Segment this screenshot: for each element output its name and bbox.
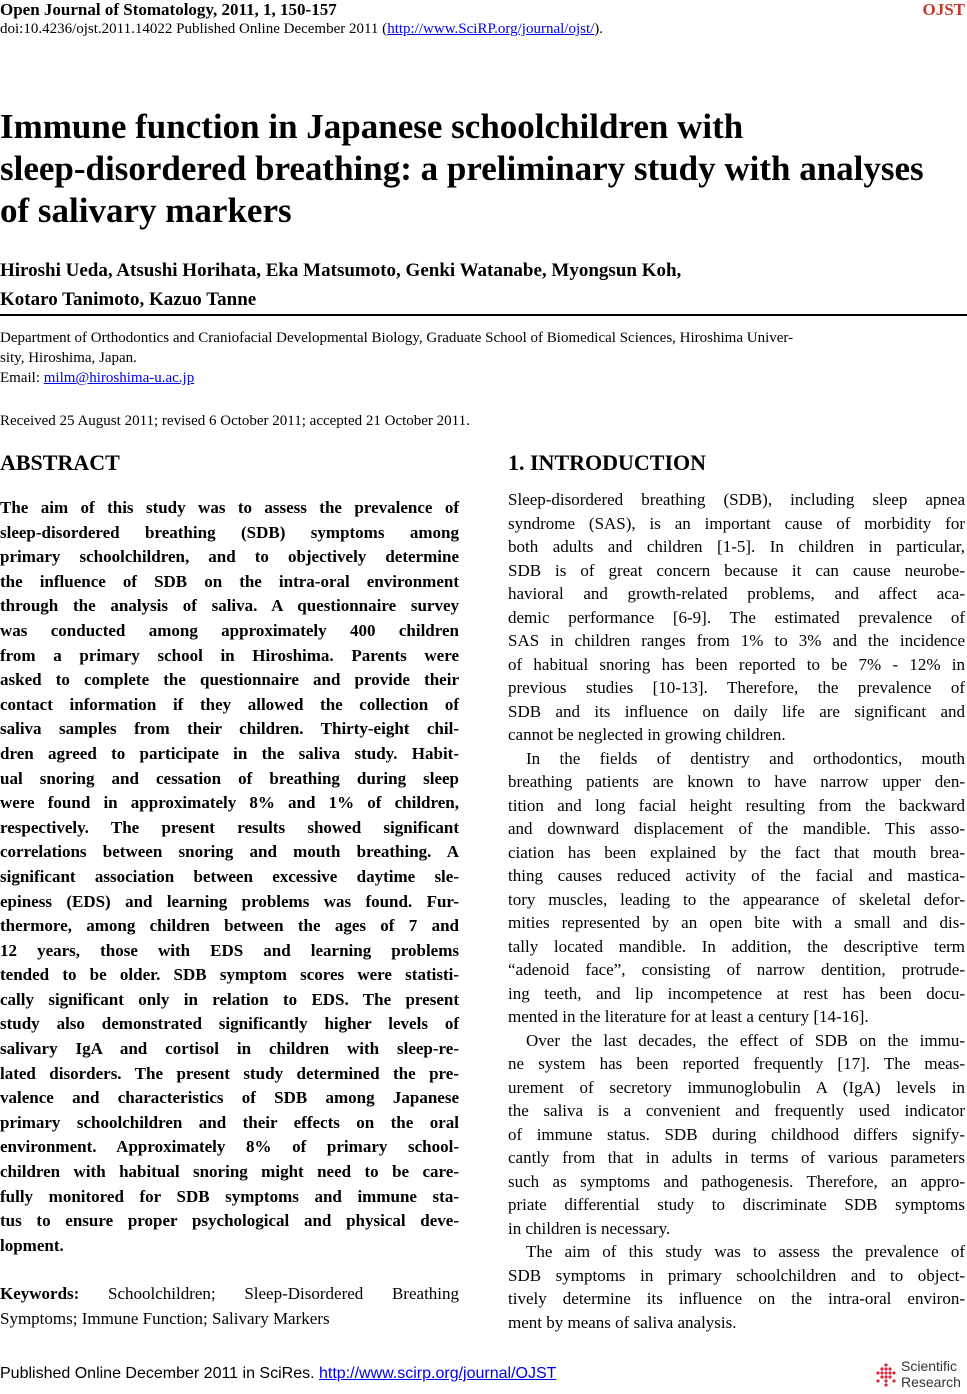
doi-text: doi:10.4236/ojst.2011.14022 Published Online December 2011 ( (0, 21, 388, 37)
keywords-text: Schoolchildren; Sleep-Disordered Breathing (108, 1284, 460, 1304)
title-line: of salivary markers (0, 191, 292, 230)
abstract-line: through the analysis of saliva. A questionnaire survey (0, 596, 459, 616)
journal-url-link[interactable]: http://www.SciRP.org/journal/ojst/ (387, 21, 595, 37)
abstract-line: tus to ensure proper psychological and physical deve- (0, 1211, 459, 1231)
footer-text: Published Online December 2011 in SciRes. (0, 1365, 319, 1382)
introduction-heading: 1. INTRODUCTION (508, 450, 707, 475)
title-line: Immune function in Japanese schoolchildren with (0, 107, 744, 146)
logo-dot (880, 1371, 883, 1374)
logo-dot (884, 1379, 887, 1382)
abstract-line: lopment. (0, 1235, 64, 1255)
abstract-line: study also demonstrated significantly higher levels of (0, 1014, 459, 1034)
abstract-line: from a primary school in Hiroshima. Parents were (0, 645, 459, 665)
logo-dot (876, 1379, 879, 1382)
abstract-line: asked to complete the questionnaire and provide their (0, 670, 459, 690)
abstract-line: significant association between excessive daytime sle- (0, 866, 459, 886)
affiliation (0, 328, 793, 388)
logo-dot (888, 1367, 891, 1370)
introduction-line: tition and long facial height resulting from the backward (508, 795, 965, 815)
received-dates: Received 25 August 2011; revised 6 October 2011; accepted 21 October 2011. (0, 413, 470, 429)
abstract-line: epiness (EDS) and learning problems was found. Fur- (0, 891, 459, 911)
authors-line: Kotaro Tanimoto, Kazuo Tanne (0, 289, 257, 310)
logo-dot (880, 1375, 883, 1378)
paper-title (0, 106, 967, 232)
introduction-line: in children is necessary. (508, 1218, 671, 1238)
abstract-line: sleep-disordered breathing (SDB) symptoms among (0, 522, 459, 542)
introduction-line: priate differential study to discriminate SDB symptoms (508, 1195, 965, 1214)
abstract-line: salivary IgA and cortisol in children with sleep-re- (0, 1039, 459, 1059)
introduction-line: breathing patients are known to have narrow upper den- (508, 772, 965, 791)
logo-dot (884, 1383, 887, 1386)
author-list (0, 256, 681, 314)
abstract-line: 12 years, those with EDS and learning problems (0, 940, 459, 960)
abstract-line: fully monitored for SDB symptoms and immune sta- (0, 1186, 459, 1206)
introduction-line: cannot be neglected in growing children. (508, 725, 786, 744)
introduction-line: tory muscles, leading to the appearance of skeletal defor- (508, 889, 965, 909)
logo-dot (884, 1367, 887, 1370)
introduction-line: mities represented by an open bite with a small and dis- (508, 913, 965, 932)
email-link[interactable]: milm@hiroshima-u.ac.jp (43, 370, 195, 386)
introduction-line: SDB is of great concern because it can cause neurobe- (508, 560, 965, 580)
introduction-line: cantly from that in adults in terms of various parameters (508, 1148, 965, 1167)
left-column (0, 450, 459, 1332)
logo-dot (892, 1371, 895, 1374)
introduction-line: ciation has been explained by the fact that mouth brea- (508, 842, 965, 862)
logo-dot (884, 1371, 887, 1374)
introduction-line: of immune status. SDB during childhood differs signify- (508, 1124, 965, 1144)
abstract-line: was conducted among approximately 400 children (0, 620, 459, 640)
abstract-line: environment. Approximately 8% of primary school- (0, 1137, 459, 1157)
introduction-line: “adenoid face”, consisting of narrow dentition, protrude- (508, 960, 965, 979)
logo-dot (892, 1379, 895, 1382)
introduction-paragraph (508, 747, 965, 1029)
introduction-line: such as symptoms and pathogenesis. Therefore, an appro- (508, 1171, 965, 1191)
abstract-line: primary schoolchildren and their effects on the oral (0, 1112, 459, 1132)
logo-dot (888, 1371, 891, 1374)
introduction-line: The aim of this study was to assess the prevalence of (526, 1242, 965, 1261)
scientific-research-logo (873, 1358, 965, 1394)
email-line (0, 368, 793, 388)
abstract-heading: ABSTRACT (0, 450, 120, 475)
introduction-paragraph (508, 488, 965, 747)
abstract-line: cally significant only in relation to EDS. The present (0, 989, 459, 1009)
keywords-line (0, 1282, 459, 1307)
introduction-line: SAS in children ranges from 1% to 3% and the incidence (508, 631, 965, 650)
keywords-block (0, 1282, 459, 1331)
introduction-line: thing causes reduced activity of the facial and mastica- (508, 866, 965, 885)
introduction-line: ment by means of saliva analysis. (508, 1312, 737, 1332)
abstract-line: ual snoring and cessation of breathing during sleep (0, 768, 459, 788)
logo-mark-icon (873, 1362, 899, 1388)
logo-dot (884, 1363, 887, 1366)
introduction-line: previous studies [10-13]. Therefore, the prevalence of (508, 678, 965, 697)
abstract-line: correlations between snoring and mouth breathing. A (0, 842, 459, 862)
abstract-line: lated disorders. The present study determined the pre- (0, 1063, 459, 1083)
abstract-line: children with habitual snoring might need to be care- (0, 1162, 459, 1182)
journal-abbrev: OJST (922, 0, 965, 19)
introduction-line: syndrome (SAS), is an important cause of morbidity for (508, 513, 965, 533)
introduction-line: ing teeth, and lip incompetence at rest has been docu- (508, 983, 965, 1003)
introduction-line: SDB symptoms in primary schoolchildren and to object- (508, 1265, 965, 1285)
abstract-line: tended to be older. SDB symptom scores were statisti- (0, 965, 459, 985)
introduction-line: and downward displacement of the mandible. This asso- (508, 819, 965, 838)
introduction-paragraph (508, 1240, 965, 1334)
introduction-line: of habitual snoring has been reported to be 7% - 12% in (508, 654, 965, 674)
logo-dot (876, 1371, 879, 1374)
title-line: sleep-disordered breathing: a preliminary study with analyses (0, 149, 924, 188)
footer-url-link[interactable]: http://www.scirp.org/journal/OJST (318, 1365, 557, 1382)
introduction-line: havioral and growth-related problems, and affect aca- (508, 584, 965, 603)
header-divider (0, 314, 967, 316)
authors-line: Hiroshi Ueda, Atsushi Horihata, Eka Matsumoto, Genki Watanabe, Myongsun Koh, (0, 260, 682, 281)
email-label: Email: (0, 370, 44, 386)
doi-suffix: ). (594, 21, 604, 37)
logo-text-line1: Scientific (901, 1358, 958, 1374)
abstract-line: thermore, among children between the ages of 7 and (0, 916, 459, 936)
keywords-line: Symptoms; Immune Function; Salivary Markers (0, 1309, 330, 1328)
introduction-line: mented in the literature for at least a century [14-16]. (508, 1007, 869, 1026)
logo-dot (884, 1375, 887, 1378)
logo-dot (880, 1367, 883, 1370)
introduction-line: demic performance [6-9]. The estimated prevalence of (508, 607, 965, 627)
logo-dot (888, 1375, 891, 1378)
logo-text-line2: Research (901, 1374, 961, 1390)
introduction-line: ne system has been reported frequently [17]. The meas- (508, 1054, 965, 1073)
running-header (0, 0, 967, 22)
right-column (508, 450, 965, 1334)
page-footer (0, 1363, 556, 1385)
introduction-line: Sleep-disordered breathing (SDB), including sleep apnea (508, 490, 965, 509)
introduction-line: urement of secretory immunoglobulin A (IgA) levels in (508, 1077, 965, 1097)
abstract-line: were found in approximately 8% and 1% of children, (0, 793, 459, 813)
abstract-line: respectively. The present results showed significant (0, 817, 459, 837)
abstract-line: dren agreed to participate in the saliva study. Habit- (0, 743, 459, 763)
abstract-line: saliva samples from their children. Thirty-eight chil- (0, 719, 459, 739)
introduction-line: In the fields of dentistry and orthodontics, mouth (526, 748, 965, 768)
abstract-line: the influence of SDB on the intra-oral environment (0, 571, 459, 591)
introduction-line: Over the last decades, the effect of SDB on the immu- (526, 1030, 965, 1050)
introduction-line: tively determine its influence on the intra-oral environ- (508, 1289, 965, 1308)
abstract-body (0, 496, 459, 1258)
abstract-line: valence and characteristics of SDB among Japanese (0, 1088, 459, 1108)
abstract-line: The aim of this study was to assess the prevalence of (0, 498, 459, 517)
introduction-line: the saliva is a convenient and frequently used indicator (508, 1101, 965, 1120)
introduction-paragraph (508, 1029, 965, 1241)
affiliation-line: sity, Hiroshima, Japan. (0, 350, 137, 366)
abstract-line: contact information if they allowed the collection of (0, 694, 459, 714)
affiliation-line: Department of Orthodontics and Craniofacial Developmental Biology, Graduate School of Biomedical Sciences, Hiroshima Univer- (0, 330, 794, 346)
keywords-label: Keywords: (0, 1284, 80, 1304)
introduction-line: tally located mandible. In addition, the descriptive term (508, 936, 965, 956)
journal-citation: Open Journal of Stomatology, 2011, 1, 150-157 (0, 0, 337, 19)
abstract-line: primary schoolchildren, and to objectively determine (0, 547, 459, 567)
introduction-body (508, 488, 965, 1334)
introduction-line: both adults and children [1-5]. In children in particular, (508, 537, 965, 556)
introduction-line: SDB and its influence on daily life are significant and (508, 701, 965, 721)
doi-line (0, 20, 603, 38)
